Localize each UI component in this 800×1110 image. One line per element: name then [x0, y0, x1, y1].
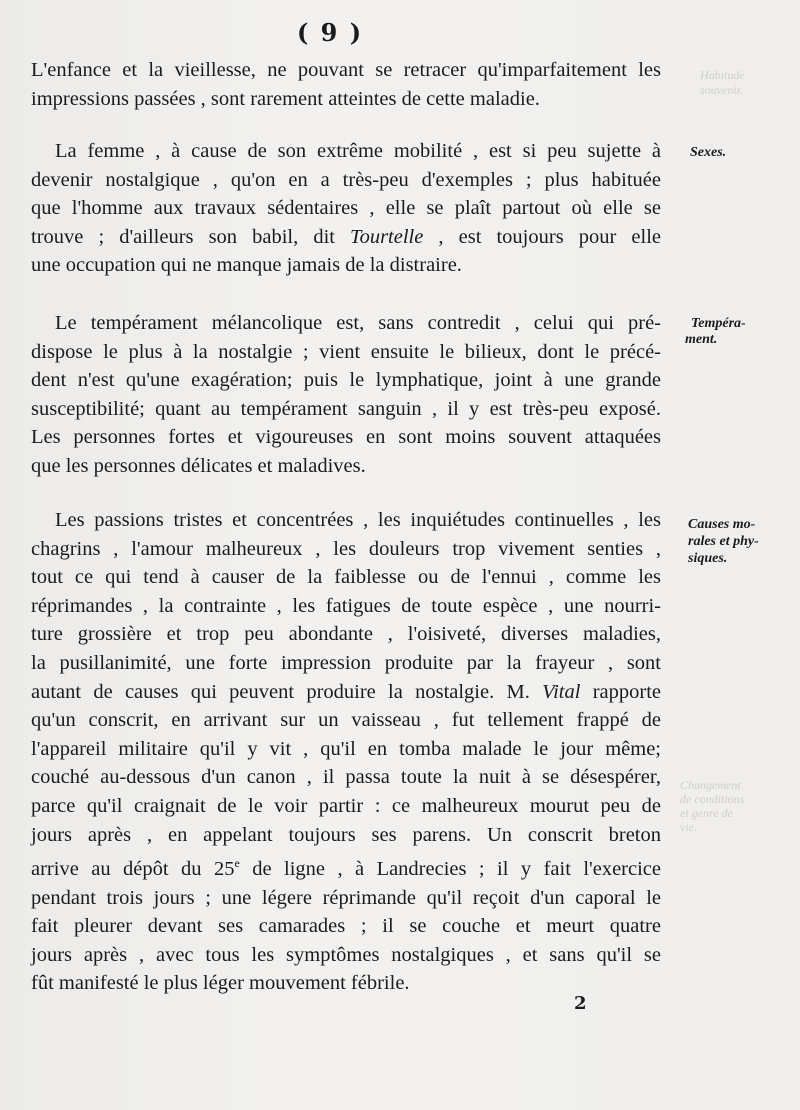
text-line: [31, 678, 661, 707]
text-line: qu'un conscrit, en arrivant sur un vaisseau , fut tellement frappé de: [31, 709, 661, 732]
margin-note-causes: [688, 516, 798, 567]
text-line: couché au-dessous d'un canon , il passa toute la nuit à se désespérer,: [31, 766, 661, 789]
text-fragment: rapporte: [580, 680, 662, 703]
margin-note-text: rales et phy-: [688, 534, 759, 549]
text-line: L'enfance et la vieillesse, ne pouvant se retracer qu'imparfaitement les: [31, 59, 661, 81]
text-line: impressions passées , sont rarement atteintes de cette maladie.: [31, 87, 540, 110]
text-line: que les personnes délicates et maladives.: [31, 454, 366, 477]
bleed-text: vie.: [680, 820, 697, 834]
signature-mark: 2: [574, 993, 587, 1014]
margin-note-text: Tempéra-: [691, 316, 746, 331]
text-line: dent n'est qu'une exagération; puis le lymphatique, joint à une grande: [31, 369, 661, 392]
text-line: Les personnes fortes et vigoureuses en sont moins souvent attaquées: [31, 426, 661, 449]
text-line: la pusillanimité, une forte impression produite par la frayeur , sont: [31, 651, 661, 674]
text-line: pendant trois jours ; une légere réprimande qu'il reçoit d'un caporal le: [31, 886, 661, 909]
text-line: que l'homme aux travaux sédentaires , elle se plaît partout où elle se: [31, 197, 661, 220]
bleed-through-note-top: [700, 68, 745, 98]
text-line: l'appareil militaire qu'il y vit , qu'il en tomba malade le jour même;: [31, 737, 661, 760]
bleed-through-note-bottom: [680, 778, 744, 834]
margin-note-text: Causes mo-: [688, 517, 756, 532]
text-line: une occupation qui ne manque jamais de la distraire.: [31, 254, 462, 277]
text-line: chagrins , l'amour malheureux , les douleurs trop vivement senties ,: [31, 537, 661, 560]
text-line: ture grossière et trop peu abondante , l'oisiveté, diverses maladies,: [31, 623, 661, 646]
text-fragment: arrive au dépôt du 25: [31, 857, 235, 880]
text-line: tout ce qui tend à causer de la faiblesse ou de l'ennui , comme les: [31, 566, 661, 589]
bleed-text: Changement: [680, 778, 741, 792]
text-line: fait pleurer devant ses camarades ; il se couche et meurt quatre: [31, 915, 661, 938]
page-number: ( 9 ): [296, 18, 364, 47]
text-line: La femme , à cause de son extrême mobilité , est si peu sujette à: [55, 140, 661, 162]
margin-note-text: siques.: [688, 551, 728, 566]
margin-note-temperament: [685, 316, 800, 348]
text-fragment: trouve ; d'ailleurs son babil, dit: [31, 225, 351, 248]
paragraph-sexes: [31, 137, 661, 280]
bleed-text: Habitude: [700, 68, 745, 82]
text-line: réprimandes , la contrainte , les fatigues de toute espèce , une nourri-: [31, 594, 661, 617]
text-line: parce qu'il craignait de le voir partir : ce malheureux mourut peu de: [31, 794, 661, 817]
paragraph-temperament: [31, 309, 661, 481]
paragraph-causes: [31, 506, 661, 998]
text-line: Les passions tristes et concentrées , les inquiétudes continuelles , les: [55, 509, 661, 531]
margin-note-text: ment.: [685, 332, 718, 347]
text-line: jours après , en appelant toujours ses parens. Un conscrit breton: [31, 823, 661, 846]
author-name-vital: Vital: [542, 680, 581, 703]
text-line: susceptibilité; quant au tempérament sanguin , il y est très-peu exposé.: [31, 397, 661, 420]
author-name-tourtelle: Tourtelle: [350, 225, 424, 248]
bleed-text: de conditions: [680, 792, 745, 806]
bleed-text: souvenir.: [700, 83, 743, 97]
text-fragment: , est toujours pour elle: [423, 225, 661, 248]
text-line: devenir nostalgique , qu'on en a très-peu d'exemples ; plus habituée: [31, 168, 661, 191]
text-fragment: autant de causes qui peuvent produire la nostalgie. M.: [31, 680, 543, 703]
ordinal-superscript: e: [234, 856, 240, 871]
text-line: dispose le plus à la nostalgie ; vient ensuite le bilieux, dont le précé-: [31, 340, 661, 363]
text-line: Le tempérament mélancolique est, sans contredit , celui qui pré-: [55, 312, 661, 334]
text-line: fût manifesté le plus léger mouvement fébrile.: [31, 972, 410, 995]
margin-note-sexes: [690, 145, 800, 161]
text-line: [31, 849, 661, 883]
text-line: jours après , avec tous les symptômes nostalgiques , et sans qu'il se: [31, 943, 661, 966]
text-line: [31, 223, 661, 252]
margin-note-text: Sexes.: [690, 145, 727, 160]
text-fragment: de ligne , à Landrecies ; il y fait l'exercice: [239, 857, 661, 880]
paragraph-enfance: [31, 56, 661, 113]
bleed-text: et genre de: [680, 806, 733, 820]
